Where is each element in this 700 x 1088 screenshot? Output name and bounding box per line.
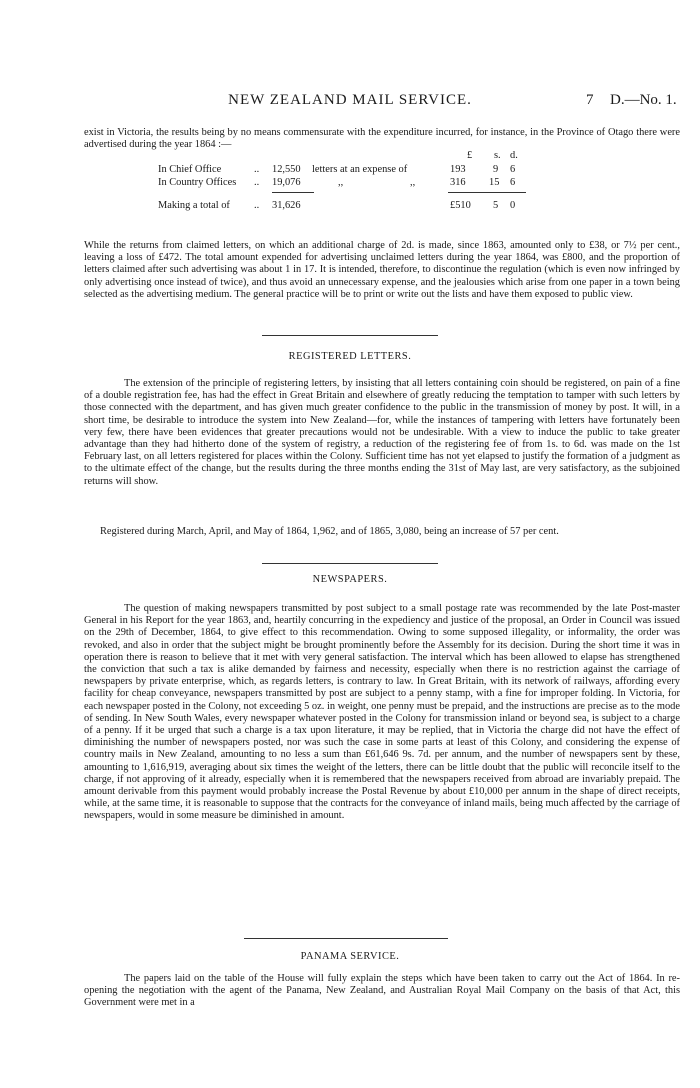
row-count: 12,550 xyxy=(272,164,301,175)
advertising-paragraph: While the returns from claimed letters, on which an additional charge of 2d. is made, since 1863, amounted only to £38, or 7½ per cent., leaving a loss of £472. The total amount expended for advertising unclaimed letters during the year 1864, was £800, and the proportion of letters claimed after such advertising was about 1 in 17. It is intended, therefore, to discontinue the regulation (which is even now infringed by only advertising once instead of twice), and thus avoid an unnecessary expense, and the jealousies which arise from one paper in a town being selected as the advertising medium. The general practice will be to print or write out the lists and have them exposed to public view. xyxy=(84,240,680,300)
subtotal-rule xyxy=(448,192,526,193)
row-shillings: 9 xyxy=(493,164,499,175)
section-divider xyxy=(262,335,438,336)
registered-letters-heading: REGISTERED LETTERS. xyxy=(288,351,412,362)
row-pence: 6 xyxy=(510,177,516,188)
currency-header-pounds: £ xyxy=(467,150,473,161)
intro-paragraph: exist in Victoria, the results being by no means commensurate with the expenditure incurred, for instance, in the Province of Otago there were advertised during the year 1864 :— xyxy=(84,127,680,151)
section-divider xyxy=(244,938,448,939)
row-label: In Chief Office xyxy=(158,164,222,175)
row-description: letters at an expense of xyxy=(312,164,408,175)
row-pence: 6 xyxy=(510,164,516,175)
currency-header-shillings: s. xyxy=(494,150,501,161)
total-count: 31,626 xyxy=(272,200,301,211)
row-pounds: 193 xyxy=(450,164,466,175)
total-label: Making a total of xyxy=(158,200,230,211)
total-shillings: 5 xyxy=(493,200,499,211)
row-shillings: 15 xyxy=(489,177,500,188)
ditto-mark: ,, xyxy=(338,177,344,188)
panama-service-heading: PANAMA SERVICE. xyxy=(300,951,400,962)
row-pounds: 316 xyxy=(450,177,466,188)
total-pence: 0 xyxy=(510,200,516,211)
page-header xyxy=(0,92,700,114)
currency-header-pence: d. xyxy=(510,150,518,161)
ditto-mark: ,, xyxy=(410,177,416,188)
document-reference: D.—No. 1. xyxy=(610,92,677,108)
panama-service-paragraph: The papers laid on the table of the House will fully explain the steps which have been taken to carry out the Act of 1864. In re-opening the negotiation with the agent of the Panama, New Zealand, and Australian Royal Mail Company on the basis of that Act, this Government were met in a xyxy=(84,973,680,1009)
subtotal-rule xyxy=(272,192,314,193)
row-dots: .. xyxy=(254,177,260,188)
row-dots: .. xyxy=(254,164,260,175)
otago-advertising-table xyxy=(84,150,680,228)
registered-letters-paragraph: The extension of the principle of registering letters, by insisting that all letters containing coin should be registered, on pain of a fine of a double registration fee, has had the effect in Great Britain and elsewhere of greatly reducing the temptation to tamper with such letters by those connected with the department, and has given much greater confidence to the public in the transmission of money by post. It will, in a short time, be desirable to introduce the system into New Zealand—for, while the instances of tampering with letters have fortunately been very few, there have been evidences that greater precautions would not be undesirable. With a view to induce the public to take greater advantage than they had hitherto done of the system of registry, a reduction of the registering fee of from 1s. to 6d. was made on the 1st February last, on all letters registered for places within the Colony. Sufficient time has not yet elapsed to justify the formation of a judgment as to the ultimate effect of the change, but the results during the three months ending the 31st of May last, are very satisfactory, as the subjoined returns will show. xyxy=(84,378,680,487)
registered-returns-paragraph: Registered during March, April, and May of 1864, 1,962, and of 1865, 3,080, being an increase of 57 per cent. xyxy=(100,526,559,537)
total-dots: .. xyxy=(254,200,260,211)
row-label: In Country Offices xyxy=(158,177,237,188)
section-divider xyxy=(262,563,438,564)
page-title: NEW ZEALAND MAIL SERVICE. xyxy=(228,92,472,108)
newspapers-paragraph: The question of making newspapers transmitted by post subject to a small postage rate was recommended by the late Post-master General in his Report for the year 1863, and, heartily concurring in the expediency and justice of the proposal, an Order in Council was issued on the 29th of December, 1864, to give effect to this recommendation. Owing to some supposed illegality, or informality, the order was revoked, and also in order that the subject might be brought prominently before the Assembly for its decision. During the short time it was in operation there is reason to believe that it met with very general satisfaction. The interval which has been allowed to elapse has strengthened the conviction that such a tax is alike demanded by fairness and necessity, especially when there is no restriction against the carriage of newspapers by private enterprise, which, as regards letters, is contrary to law. In Great Britain, with its network of railways, affording every facility for cheap conveyance, newspapers transmitted by post are subject to a penny stamp, with a fine for improper folding. In Victoria, for each newspaper posted in the Colony, not exceeding 5 oz. in weight, one penny must be prepaid, and the instructions are precise as to the mode of sending. In New South Wales, every newspaper whatever posted in the Colony for transmission inland or beyond sea, is subject to a charge of a penny. If it be urged that such a charge is a tax upon literature, it may be replied, that in Victoria the charge did not have the effect of diminishing the number of newspapers posted, nor was such the case in some parts at least of this Colony, and considering the expense of country mails in New Zealand, amounting to no less a sum than £61,646 9s. 7d. per annum, and the number of newspapers sent by these, amounting to 1,616,919, averaging about six times the weight of the letters, there can be little doubt that the public will reconcile itself to the charge, if not approving of it already, especially when it is remembered that the newspapers received from abroad are invariably prepaid. The amount derivable from this payment would probably increase the Postal Revenue by about £10,000 per annum in the shape of direct receipts, while, at the same time, it is reasonable to suppose that the contracts for the conveyance of inland mails, being much affected by the carriage of newspapers, would in some measure be diminished in amount. xyxy=(84,603,680,822)
row-count: 19,076 xyxy=(272,177,301,188)
page-number: 7 xyxy=(586,92,594,108)
total-pounds: £510 xyxy=(450,200,471,211)
newspapers-heading: NEWSPAPERS. xyxy=(312,574,388,585)
